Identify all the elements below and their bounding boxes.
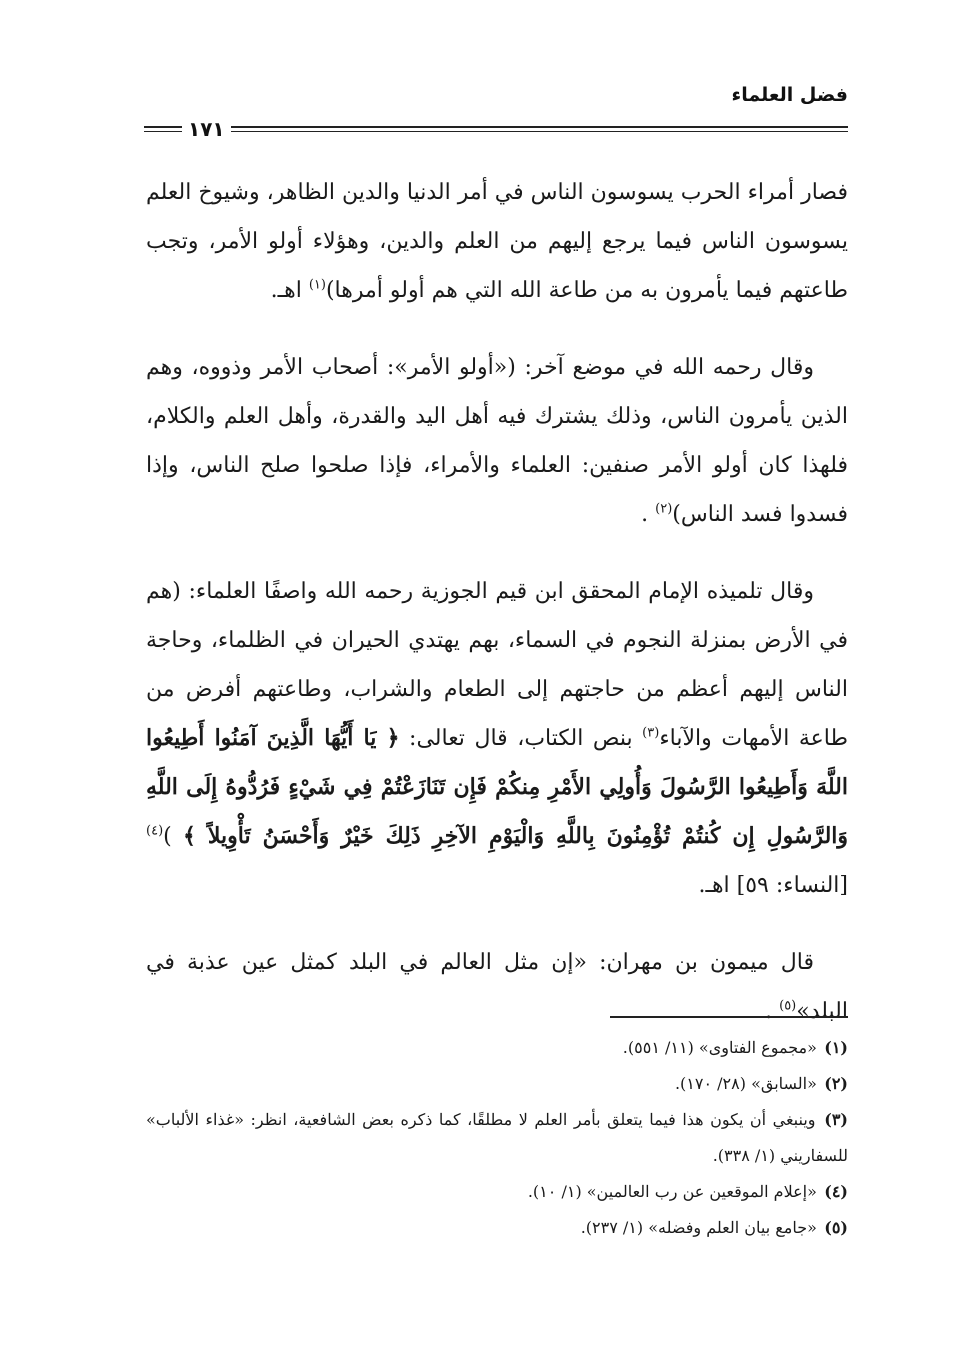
footnote-ref-3: (٣)	[642, 725, 660, 741]
footnote-1	[146, 1030, 848, 1066]
footnote-number: (٥)	[824, 1218, 848, 1237]
footnote-text: «إعلام الموقعين عن رب العالمين» (١/ ١٠).	[527, 1182, 817, 1201]
main-text	[146, 168, 848, 1064]
paragraph-4-text: قال ميمون بن مهران: «إن مثل العالم في البلد كمثل عين عذبة في البلد»	[146, 950, 848, 1024]
page-number: ١٧١	[188, 117, 225, 141]
paragraph-1-end: اهـ.	[270, 278, 309, 303]
footnote-ref-1: (١)	[308, 277, 326, 293]
footnote-ref-2: (٢)	[655, 501, 673, 517]
footnote-text: «جامع بيان العلم وفضله» (١/ ٢٣٧).	[580, 1218, 817, 1237]
paragraph-3-end: [النساء: ٥٩] اهـ.	[698, 873, 848, 898]
footnote-2	[146, 1066, 848, 1102]
footnote-5	[146, 1210, 848, 1246]
header-rule-long	[231, 126, 848, 132]
header-rule-short	[144, 126, 182, 132]
footnote-3	[146, 1102, 848, 1174]
footnote-text: وينبغي أن يكون هذا فيما يتعلق بأمر العلم لا مطلقًا، كما ذكره بعض الشافعية، انظر: «غذاء الألباب» للسفاريني (١/ ٣٣٨).	[146, 1110, 848, 1165]
footnote-number: (٤)	[824, 1182, 848, 1201]
paragraph-3-text-b: بنص الكتاب، قال تعالى:	[399, 726, 643, 751]
paragraph-2-end: .	[641, 502, 656, 527]
running-title: فضل العلماء	[731, 84, 848, 106]
paragraph-3-text-c: )	[163, 824, 184, 849]
footnote-divider	[610, 1016, 848, 1018]
footnote-ref-5: (٥)	[779, 998, 797, 1014]
paragraph-3	[146, 567, 848, 910]
footnote-text: «مجموع الفتاوى» (١١/ ٥٥١).	[622, 1038, 817, 1057]
paragraph-1-text: فصار أمراء الحرب يسوسون الناس في أمر الدنيا والدين الظاهر، وشيوخ العلم يسوسون الناس فيما يرجع إليهم من العلم والدين، وهؤلاء أولو الأمر، وتجب طاعتهم فيما يأمرون به من طاعة الله التي هم أولو أمرها)	[146, 180, 848, 303]
footnote-number: (٣)	[824, 1110, 848, 1129]
footnote-number: (٢)	[824, 1074, 848, 1093]
header-rule	[144, 118, 848, 140]
paragraph-4	[146, 938, 848, 1036]
paragraph-2-text: وقال رحمه الله في موضع آخر: («أولو الأمر»: أصحاب الأمر وذووه، وهم الذين يأمرون الناس، وذلك يشترك فيه أهل اليد والقدرة، وأهل العلم والكلام، فلهذا كان أولو الأمر صنفين: العلماء والأمراء، فإذا صلحوا صلح الناس، وإذا فسدوا فسد الناس)	[146, 355, 848, 527]
paragraph-3-text: وقال تلميذه الإمام المحقق ابن قيم الجوزية رحمه الله واصفًا العلماء: (هم في الأرض بمنزلة النجوم في السماء، بهم يهتدي الحيران في الظلماء، وحاجة الناس إليهم أعظم من حاجتهم إلى الطعام والشراب، وطاعتهم أفرض من طاعة الأمهات والآباء	[146, 579, 848, 751]
paragraph-4-end: .	[765, 999, 780, 1024]
paragraph-1	[146, 168, 848, 315]
footnote-number: (١)	[824, 1038, 848, 1057]
footnote-text: «السابق» (٢٨/ ١٧٠).	[674, 1074, 817, 1093]
footnote-4	[146, 1174, 848, 1210]
footnotes	[146, 1030, 848, 1246]
footnote-ref-4: (٤)	[146, 823, 164, 839]
paragraph-2	[146, 343, 848, 539]
quran-verse: ﴿ يَا أَيُّهَا الَّذِينَ آمَنُوا أَطِيعُوا اللَّهَ وَأَطِيعُوا الرَّسُولَ وَأُولِي الأَمْرِ مِنكُمْ فَإِن تَنَازَعْتُمْ فِي شَيْءٍ فَرُدُّوهُ إِلَى اللَّهِ وَالرَّسُولِ إِن كُنتُمْ تُؤْمِنُونَ بِاللَّهِ وَالْيَوْمِ الآخِرِ ذَلِكَ خَيْرٌ وَأَحْسَنُ تَأْوِيلاً ﴾	[146, 725, 849, 849]
